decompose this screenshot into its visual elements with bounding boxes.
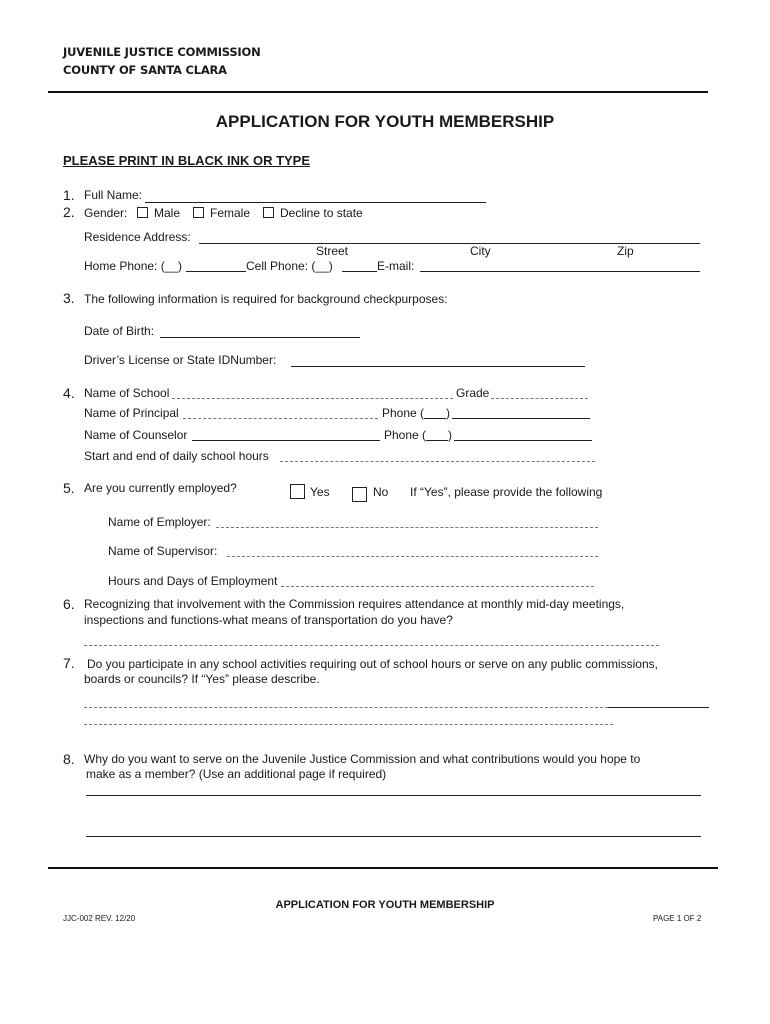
cell-phone-field[interactable] [342, 271, 377, 272]
employed-label: Are you currently employed? [84, 481, 237, 495]
q6-text-line2: inspections and functions-what means of transportation do you have? [84, 613, 453, 627]
principal-phone-field[interactable] [452, 418, 590, 419]
form-id: JJC-002 REV. 12/20 [63, 914, 136, 923]
contribution-field-line2[interactable] [86, 836, 701, 837]
employment-hours-label: Hours and Days of Employment [108, 574, 278, 588]
counselor-label: Name of Counselor [84, 428, 188, 442]
dob-field[interactable] [160, 337, 360, 338]
street-caption: Street [316, 244, 349, 258]
page-title: APPLICATION FOR YOUTH MEMBERSHIP [215, 112, 555, 131]
q4-number: 4. [63, 385, 75, 401]
cell-phone-label: Cell Phone: (__) [246, 259, 333, 273]
counselor-phone-field[interactable] [454, 440, 592, 441]
q7-text-line1: Do you participate in any school activities requiring out of school hours or serve on any public commissions, [87, 657, 658, 671]
male-checkbox[interactable] [137, 207, 148, 218]
org-name: JUVENILE JUSTICE COMMISSION [63, 45, 261, 59]
school-hours-label: Start and end of daily school hours [84, 449, 269, 463]
employer-label: Name of Employer: [108, 515, 211, 529]
counselor-field[interactable] [192, 440, 380, 441]
residence-label: Residence Address: [84, 230, 191, 244]
supervisor-field[interactable] [227, 556, 598, 557]
instruction: PLEASE PRINT IN BLACK INK OR TYPE [63, 153, 311, 168]
gender-male-option[interactable]: Male [137, 206, 180, 220]
grade-field[interactable] [491, 398, 588, 399]
female-checkbox[interactable] [193, 207, 204, 218]
school-field[interactable] [172, 398, 453, 399]
footer-title: APPLICATION FOR YOUTH MEMBERSHIP [275, 899, 495, 911]
gender-label: Gender: [84, 206, 128, 220]
q6-number: 6. [63, 596, 75, 612]
q2-number: 2. [63, 204, 75, 220]
county-name: COUNTY OF SANTA CLARA [63, 63, 227, 77]
header-divider [48, 91, 708, 93]
decline-checkbox[interactable] [263, 207, 274, 218]
home-phone-field[interactable] [186, 271, 246, 272]
dob-label: Date of Birth: [84, 324, 155, 338]
principal-field[interactable] [183, 418, 378, 419]
contribution-field-line1[interactable] [86, 795, 701, 796]
q6-text-line1: Recognizing that involvement with the Commission requires attendance at monthly mid-day meetings, [84, 597, 625, 611]
employed-followup-text: If “Yes”, please provide the following [410, 485, 603, 499]
supervisor-label: Name of Supervisor: [108, 544, 218, 558]
principal-phone-paren: ) [446, 406, 450, 420]
q7-number: 7. [63, 655, 75, 671]
gender-female-option[interactable]: Female [193, 206, 250, 220]
transportation-field[interactable] [84, 645, 659, 646]
q8-text-line2: make as a member? (Use an additional page if required) [86, 767, 387, 781]
zip-caption: Zip [617, 244, 634, 258]
activities-field-line1b[interactable] [608, 707, 709, 708]
activities-field-line1a[interactable] [84, 707, 608, 708]
counselor-area-code-field[interactable] [426, 440, 448, 441]
q3-number: 3. [63, 290, 75, 306]
gender-decline-option[interactable]: Decline to state [263, 206, 363, 220]
employed-no-label: No [373, 485, 389, 499]
activities-field-line2[interactable] [84, 724, 613, 725]
counselor-phone-label: Phone ( [384, 428, 427, 442]
grade-label: Grade [456, 386, 490, 400]
employment-hours-field[interactable] [281, 586, 594, 587]
email-field[interactable] [420, 271, 700, 272]
principal-label: Name of Principal [84, 406, 179, 420]
page-number: PAGE 1 OF 2 [653, 914, 702, 923]
city-caption: City [470, 244, 491, 258]
school-label: Name of School [84, 386, 170, 400]
employed-yes-label: Yes [310, 485, 330, 499]
school-hours-field[interactable] [280, 461, 595, 462]
q1-number: 1. [63, 187, 75, 203]
background-check-label: The following information is required for background checkpurposes: [84, 292, 448, 306]
email-label: E-mail: [377, 259, 415, 273]
full-name-field[interactable] [145, 202, 486, 203]
principal-phone-label: Phone ( [382, 406, 425, 420]
employed-yes-checkbox[interactable] [290, 484, 305, 499]
principal-area-code-field[interactable] [424, 418, 446, 419]
counselor-phone-paren: ) [448, 428, 452, 442]
home-phone-label: Home Phone: (__) [84, 259, 183, 273]
q7-text-line2: boards or councils? If “Yes” please describe. [84, 672, 320, 686]
q8-number: 8. [63, 751, 75, 767]
q8-text-line1: Why do you want to serve on the Juvenile Justice Commission and what contributions would you hope to [84, 752, 641, 766]
employer-field[interactable] [216, 527, 598, 528]
footer-divider [48, 867, 718, 869]
employed-no-checkbox[interactable] [352, 487, 367, 502]
license-label: Driver’s License or State IDNumber: [84, 353, 277, 367]
full-name-label: Full Name: [84, 188, 143, 202]
license-field[interactable] [291, 366, 585, 367]
q5-number: 5. [63, 480, 75, 496]
